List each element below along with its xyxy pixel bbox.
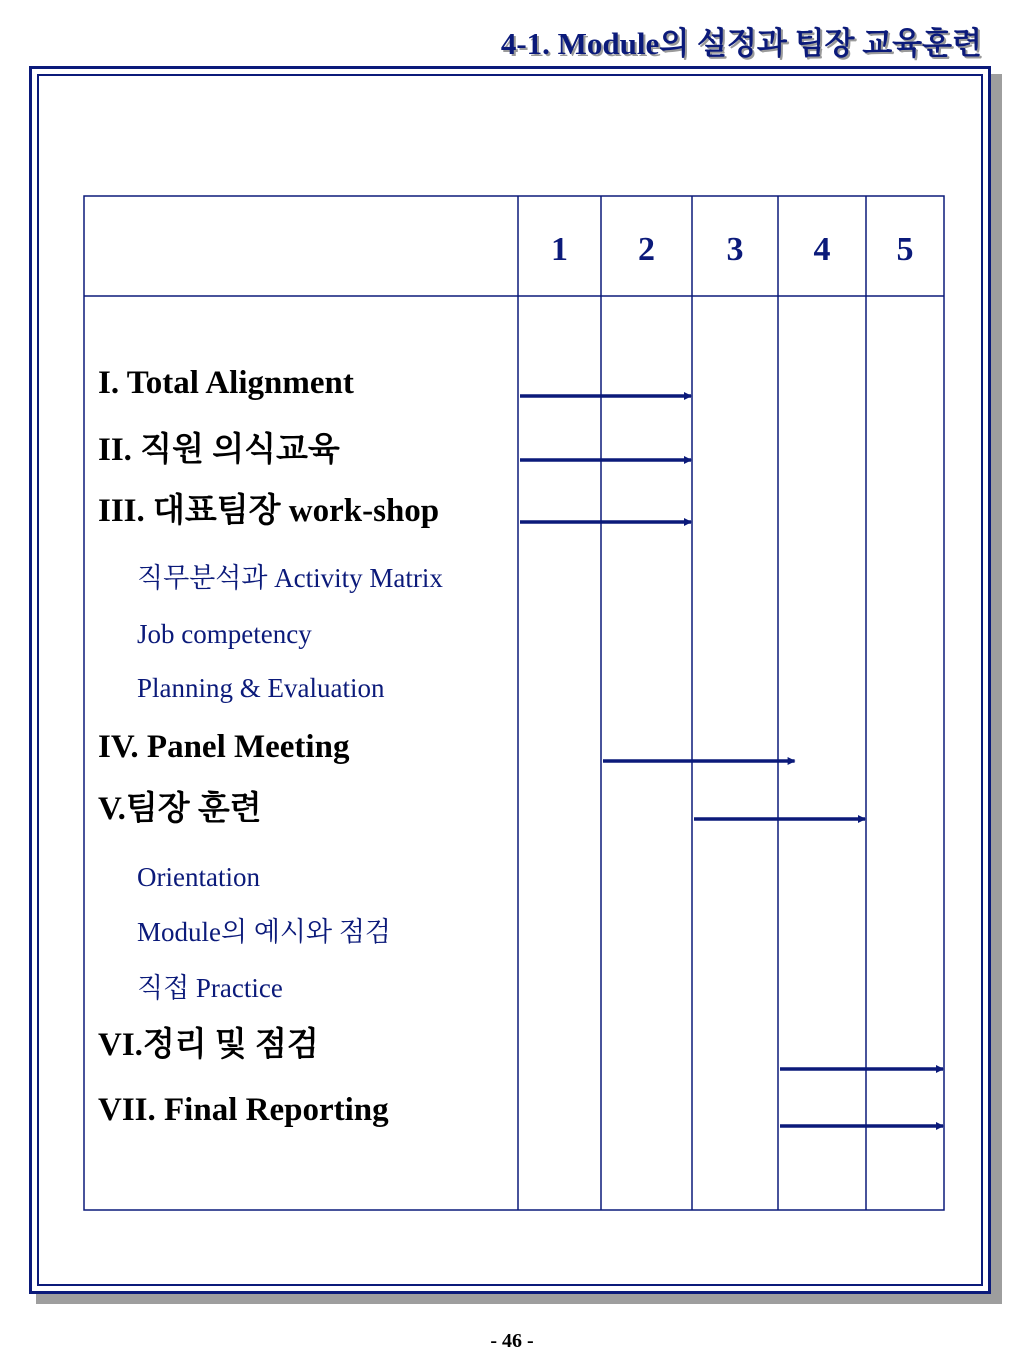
row-label: VI.정리 및 점검 bbox=[98, 1027, 319, 1063]
column-header-3: 3 bbox=[726, 231, 744, 268]
row-label: I. Total Alignment bbox=[98, 365, 354, 401]
sub-item-label: Module의 예시와 점검 bbox=[137, 917, 391, 947]
column-header-4: 4 bbox=[813, 231, 831, 268]
row-label: III. 대표팀장 work-shop bbox=[98, 493, 440, 529]
row-label: II. 직원 의식교육 bbox=[98, 432, 340, 468]
row-label: V.팀장 훈련 bbox=[98, 791, 262, 827]
row-label: VII. Final Reporting bbox=[98, 1092, 389, 1128]
sub-item-label: 직접 Practice bbox=[137, 973, 283, 1003]
sub-item-label: Orientation bbox=[137, 862, 260, 892]
sub-item-label: Planning & Evaluation bbox=[137, 673, 385, 703]
column-header-1: 1 bbox=[551, 231, 568, 268]
sub-item-label: Job competency bbox=[137, 619, 312, 649]
sub-item-label: 직무분석과 Activity Matrix bbox=[137, 563, 443, 593]
row-label: IV. Panel Meeting bbox=[98, 729, 350, 765]
page-number: - 46 - bbox=[490, 1330, 534, 1352]
page-title: 4-1. Module의 설정과 팀장 교육훈련 bbox=[500, 26, 982, 61]
column-header-5: 5 bbox=[896, 231, 914, 268]
column-header-2: 2 bbox=[638, 231, 655, 268]
